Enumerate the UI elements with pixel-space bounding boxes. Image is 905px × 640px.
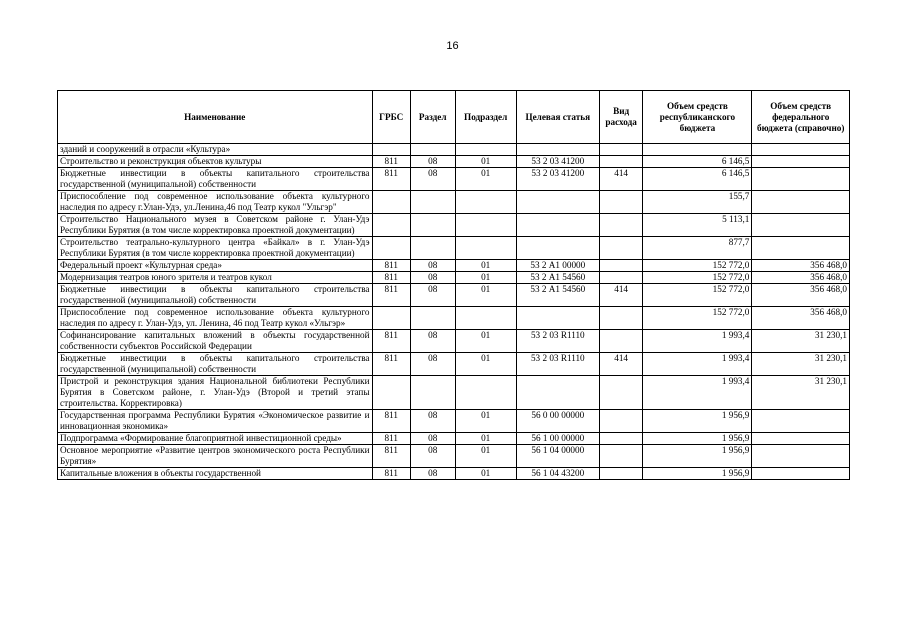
cell-razdel	[410, 191, 455, 214]
table-row	[58, 168, 850, 191]
cell-expense-type	[599, 468, 643, 480]
column-header-expense-type: Вид расхода	[599, 91, 643, 144]
table-row	[58, 353, 850, 376]
cell-federal-budget	[752, 445, 850, 468]
cell-name: Основное мероприятие «Развитие центров экономического роста Республики Бурятия»	[58, 445, 373, 468]
cell-target-article	[516, 191, 599, 214]
cell-grbs: 811	[372, 272, 410, 284]
cell-razdel: 08	[410, 353, 455, 376]
column-header-federal-budget: Объем средств федерального бюджета (справочно)	[752, 91, 850, 144]
cell-name: зданий и сооружений в отрасли «Культура»	[58, 144, 373, 156]
cell-target-article: 53 2 А1 00000	[516, 260, 599, 272]
cell-grbs	[372, 214, 410, 237]
cell-federal-budget: 31 230,1	[752, 376, 850, 410]
cell-target-article: 53 2 03 41200	[516, 156, 599, 168]
cell-federal-budget	[752, 156, 850, 168]
page-number: 16	[446, 40, 459, 52]
cell-republic-budget: 1 993,4	[643, 376, 752, 410]
cell-federal-budget	[752, 144, 850, 156]
cell-name: Строительство Национального музея в Советском районе г. Улан-Удэ Республики Бурятия (в том числе корректировка проектной документации)	[58, 214, 373, 237]
cell-name: Приспособление под современное использование объекта культурного наследия по адресу г. Улан-Удэ, ул. Ленина, 46 под Театр кукол «Ульгэр»	[58, 307, 373, 330]
table-row	[58, 410, 850, 433]
column-header-razdel: Раздел	[410, 91, 455, 144]
cell-expense-type	[599, 156, 643, 168]
cell-grbs	[372, 307, 410, 330]
cell-expense-type	[599, 330, 643, 353]
cell-republic-budget: 155,7	[643, 191, 752, 214]
cell-podrazdel: 01	[455, 156, 516, 168]
cell-name: Модернизация театров юного зрителя и театров кукол	[58, 272, 373, 284]
column-header-republic-budget: Объем средств республиканского бюджета	[643, 91, 752, 144]
table-row	[58, 237, 850, 260]
cell-expense-type: 414	[599, 353, 643, 376]
cell-target-article	[516, 214, 599, 237]
cell-grbs: 811	[372, 445, 410, 468]
cell-grbs: 811	[372, 433, 410, 445]
cell-federal-budget: 31 230,1	[752, 353, 850, 376]
table-row	[58, 156, 850, 168]
cell-razdel	[410, 237, 455, 260]
cell-podrazdel	[455, 144, 516, 156]
cell-republic-budget: 1 993,4	[643, 353, 752, 376]
cell-razdel: 08	[410, 156, 455, 168]
table-row	[58, 214, 850, 237]
cell-republic-budget: 152 772,0	[643, 307, 752, 330]
cell-name: Софинансирование капитальных вложений в объекты государственной собственности субъектов Российской Федерации	[58, 330, 373, 353]
cell-name: Капитальные вложения в объекты государственной	[58, 468, 373, 480]
cell-razdel	[410, 214, 455, 237]
cell-podrazdel: 01	[455, 284, 516, 307]
cell-target-article: 56 0 00 00000	[516, 410, 599, 433]
cell-republic-budget: 152 772,0	[643, 272, 752, 284]
cell-razdel: 08	[410, 410, 455, 433]
cell-podrazdel: 01	[455, 168, 516, 191]
table-body	[58, 144, 850, 480]
cell-razdel: 08	[410, 272, 455, 284]
column-header-target-article: Целевая статья	[516, 91, 599, 144]
cell-grbs	[372, 191, 410, 214]
cell-podrazdel: 01	[455, 353, 516, 376]
column-header-podrazdel: Подраздел	[455, 91, 516, 144]
cell-republic-budget: 1 993,4	[643, 330, 752, 353]
cell-grbs: 811	[372, 156, 410, 168]
cell-republic-budget: 877,7	[643, 237, 752, 260]
cell-podrazdel	[455, 191, 516, 214]
table-row	[58, 272, 850, 284]
cell-expense-type	[599, 237, 643, 260]
cell-target-article: 56 1 04 43200	[516, 468, 599, 480]
cell-expense-type	[599, 376, 643, 410]
cell-name: Приспособление под современное использование объекта культурного наследия по адресу г.Улан-Удэ, ул.Ленина,46 под Театр кукол "Ульгэр"	[58, 191, 373, 214]
cell-expense-type	[599, 445, 643, 468]
table-row	[58, 330, 850, 353]
cell-target-article: 53 2 А1 54560	[516, 272, 599, 284]
cell-name: Государственная программа Республики Бурятия «Экономическое развитие и инновационная экономика»	[58, 410, 373, 433]
cell-grbs	[372, 144, 410, 156]
cell-podrazdel: 01	[455, 468, 516, 480]
cell-razdel: 08	[410, 445, 455, 468]
cell-expense-type	[599, 272, 643, 284]
cell-razdel: 08	[410, 433, 455, 445]
cell-target-article: 56 1 00 00000	[516, 433, 599, 445]
cell-federal-budget: 356 468,0	[752, 260, 850, 272]
table-row	[58, 445, 850, 468]
cell-grbs: 811	[372, 260, 410, 272]
budget-table	[57, 90, 850, 480]
cell-republic-budget	[643, 144, 752, 156]
cell-federal-budget: 356 468,0	[752, 284, 850, 307]
cell-target-article: 53 2 А1 54560	[516, 284, 599, 307]
cell-expense-type: 414	[599, 168, 643, 191]
cell-grbs: 811	[372, 468, 410, 480]
table-row	[58, 260, 850, 272]
cell-republic-budget: 1 956,9	[643, 468, 752, 480]
cell-federal-budget	[752, 214, 850, 237]
cell-federal-budget: 31 230,1	[752, 330, 850, 353]
cell-name: Бюджетные инвестиции в объекты капитального строительства государственной (муниципальной) собственности	[58, 353, 373, 376]
column-header-name: Наименование	[58, 91, 373, 144]
cell-razdel	[410, 376, 455, 410]
cell-expense-type	[599, 144, 643, 156]
cell-federal-budget	[752, 237, 850, 260]
cell-republic-budget: 152 772,0	[643, 284, 752, 307]
table-row	[58, 468, 850, 480]
cell-podrazdel: 01	[455, 330, 516, 353]
cell-grbs: 811	[372, 353, 410, 376]
cell-federal-budget: 356 468,0	[752, 272, 850, 284]
table-row	[58, 191, 850, 214]
cell-expense-type	[599, 191, 643, 214]
cell-target-article	[516, 237, 599, 260]
table-row	[58, 284, 850, 307]
table-row	[58, 307, 850, 330]
cell-expense-type	[599, 410, 643, 433]
cell-federal-budget	[752, 433, 850, 445]
cell-podrazdel: 01	[455, 445, 516, 468]
cell-razdel: 08	[410, 330, 455, 353]
cell-podrazdel	[455, 376, 516, 410]
cell-podrazdel: 01	[455, 260, 516, 272]
cell-target-article: 53 2 03 R1110	[516, 330, 599, 353]
cell-expense-type	[599, 433, 643, 445]
cell-republic-budget: 5 113,1	[643, 214, 752, 237]
cell-target-article: 56 1 04 00000	[516, 445, 599, 468]
cell-target-article: 53 2 03 41200	[516, 168, 599, 191]
cell-federal-budget	[752, 468, 850, 480]
table-row	[58, 376, 850, 410]
cell-name: Пристрой и реконструкция здания Национальной библиотеки Республики Бурятия в Советском районе, г. Улан-Удэ (Второй и третий этапы строительства. Корректировка)	[58, 376, 373, 410]
cell-expense-type	[599, 260, 643, 272]
cell-podrazdel	[455, 214, 516, 237]
cell-grbs	[372, 237, 410, 260]
cell-republic-budget: 1 956,9	[643, 433, 752, 445]
cell-razdel: 08	[410, 260, 455, 272]
cell-target-article: 53 2 03 R1110	[516, 353, 599, 376]
cell-name: Федеральный проект «Культурная среда»	[58, 260, 373, 272]
cell-podrazdel: 01	[455, 410, 516, 433]
cell-razdel: 08	[410, 168, 455, 191]
cell-razdel	[410, 307, 455, 330]
cell-federal-budget	[752, 168, 850, 191]
cell-target-article	[516, 376, 599, 410]
cell-republic-budget: 6 146,5	[643, 156, 752, 168]
table-header-row	[58, 91, 850, 144]
cell-target-article	[516, 144, 599, 156]
cell-republic-budget: 1 956,9	[643, 410, 752, 433]
cell-grbs	[372, 376, 410, 410]
cell-expense-type	[599, 307, 643, 330]
cell-federal-budget: 356 468,0	[752, 307, 850, 330]
cell-grbs: 811	[372, 410, 410, 433]
cell-grbs: 811	[372, 284, 410, 307]
cell-expense-type: 414	[599, 284, 643, 307]
cell-podrazdel	[455, 307, 516, 330]
table-row	[58, 433, 850, 445]
cell-target-article	[516, 307, 599, 330]
table-row	[58, 144, 850, 156]
cell-podrazdel	[455, 237, 516, 260]
cell-razdel	[410, 144, 455, 156]
cell-federal-budget	[752, 191, 850, 214]
cell-republic-budget: 152 772,0	[643, 260, 752, 272]
column-header-grbs: ГРБС	[372, 91, 410, 144]
cell-name: Строительство театрально-культурного центра «Байкал» в г. Улан-Удэ Республики Бурятия (в том числе корректировка проектной документации)	[58, 237, 373, 260]
cell-grbs: 811	[372, 168, 410, 191]
cell-name: Бюджетные инвестиции в объекты капитального строительства государственной (муниципальной) собственности	[58, 284, 373, 307]
cell-republic-budget: 1 956,9	[643, 445, 752, 468]
cell-grbs: 811	[372, 330, 410, 353]
cell-expense-type	[599, 214, 643, 237]
cell-federal-budget	[752, 410, 850, 433]
cell-podrazdel: 01	[455, 433, 516, 445]
cell-razdel: 08	[410, 468, 455, 480]
cell-name: Подпрограмма «Формирование благоприятной инвестиционной среды»	[58, 433, 373, 445]
cell-podrazdel: 01	[455, 272, 516, 284]
cell-razdel: 08	[410, 284, 455, 307]
cell-name: Бюджетные инвестиции в объекты капитального строительства государственной (муниципальной) собственности	[58, 168, 373, 191]
cell-name: Строительство и реконструкция объектов культуры	[58, 156, 373, 168]
cell-republic-budget: 6 146,5	[643, 168, 752, 191]
